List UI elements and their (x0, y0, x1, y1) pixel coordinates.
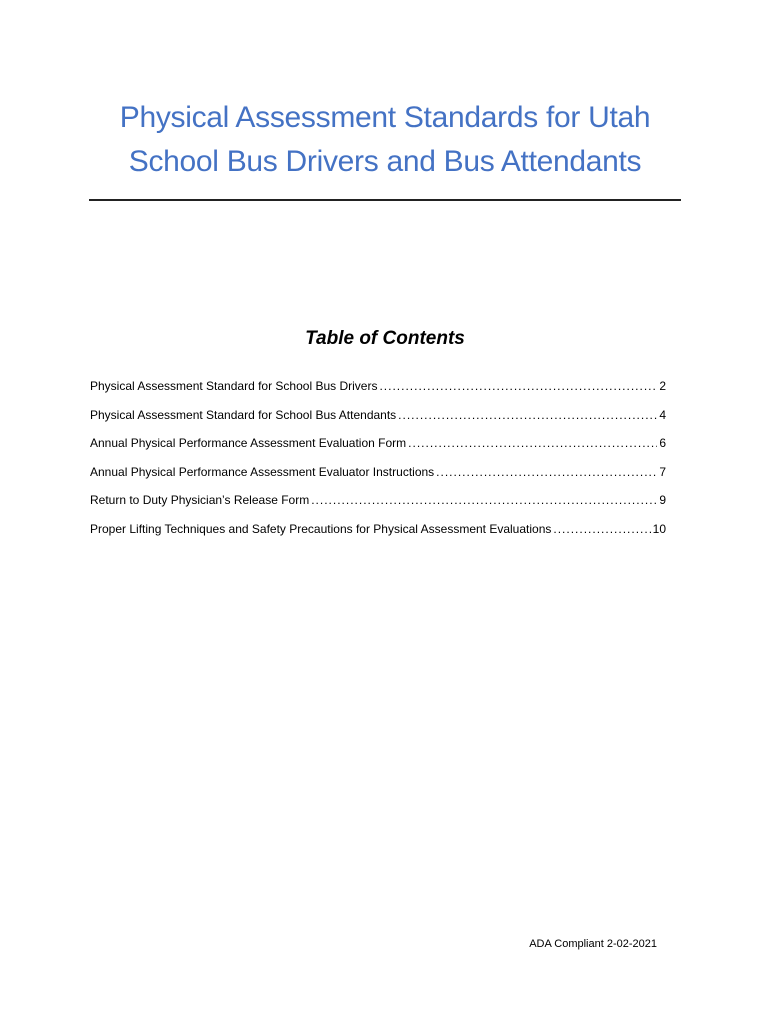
toc-entry[interactable] (90, 376, 666, 405)
toc-entry-title: Annual Physical Performance Assessment Evaluation Form (90, 436, 407, 451)
toc-entry-title: Return to Duty Physician’s Release Form (90, 493, 310, 508)
toc-entry[interactable] (90, 462, 666, 491)
toc-dot-leader (311, 490, 657, 510)
toc-entry[interactable] (90, 405, 666, 434)
toc-page-number: 4 (659, 407, 666, 422)
toc-dot-leader (408, 433, 657, 453)
toc-entry-title: Proper Lifting Techniques and Safety Precautions for Physical Assessment Evaluations (90, 521, 552, 536)
toc-page-number: 7 (659, 464, 666, 479)
document-title-line-1: Physical Assessment Standards for Utah (119, 101, 651, 134)
toc-entry[interactable] (90, 490, 666, 519)
toc-page-number: 10 (652, 521, 666, 536)
toc-entry[interactable] (90, 433, 666, 462)
document-title-line-2: School Bus Drivers and Bus Attendants (128, 145, 642, 178)
toc-entry[interactable] (90, 519, 666, 548)
toc-page-number: 2 (659, 379, 666, 393)
document-title (60, 96, 710, 184)
toc-dot-leader (553, 519, 650, 539)
toc-page-number: 6 (659, 436, 666, 451)
table-of-contents (90, 376, 666, 548)
toc-dot-leader (379, 376, 657, 396)
toc-page-number: 9 (659, 493, 666, 508)
toc-dot-leader (436, 462, 657, 482)
compliance-footer: ADA Compliant 2-02-2021 (529, 938, 657, 950)
toc-entry-title: Physical Assessment Standard for School Bus Attendants (90, 407, 397, 422)
toc-dot-leader (398, 405, 657, 425)
title-divider (89, 199, 681, 201)
toc-entry-title: Physical Assessment Standard for School Bus Drivers (90, 379, 378, 393)
toc-entry-title: Annual Physical Performance Assessment Evaluator Instructions (90, 464, 435, 479)
toc-heading: Table of Contents (305, 328, 465, 349)
